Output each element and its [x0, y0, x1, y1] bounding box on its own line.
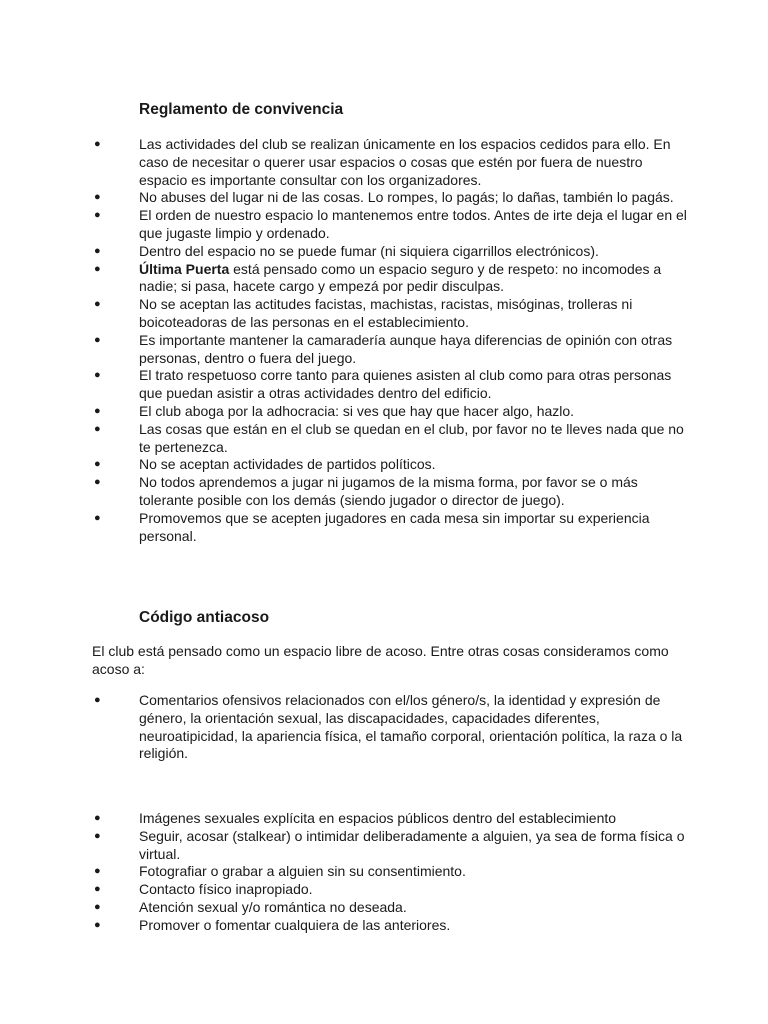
list-item-text: Atención sexual y/o romántica no deseada.: [139, 898, 407, 915]
antiacoso-list-a: [92, 692, 692, 763]
bullet-icon: ●: [94, 900, 101, 913]
list-item-text: El club aboga por la adhocracia: si ves que hay que hacer algo, hazlo.: [139, 402, 575, 419]
list-item: [92, 421, 692, 457]
bullet-icon: ●: [94, 333, 101, 346]
list-item-text: Promovemos que se acepten jugadores en cada mesa sin importar su experiencia personal.: [139, 509, 650, 544]
list-item: [92, 863, 692, 881]
bullet-icon: ●: [94, 812, 101, 824]
list-item: [92, 296, 692, 332]
list-item: [92, 474, 692, 510]
bullet-icon: ●: [94, 138, 101, 150]
bullet-icon: ●: [94, 918, 101, 931]
bullet-icon: ●: [94, 511, 101, 524]
bullet-icon: ●: [94, 262, 101, 275]
list-item: [92, 917, 692, 935]
list-item-text: El trato respetuoso corre tanto para quienes asisten al club como para otras personas que puedan asistir a otras actividades dentro del edificio.: [139, 367, 672, 402]
list-item: [92, 207, 692, 243]
list-item: [92, 899, 692, 917]
bullet-icon: ●: [94, 829, 101, 842]
list-item: [92, 403, 692, 421]
list-item-text: Las actividades del club se realizan únicamente en los espacios cedidos para ello. En caso de necesitar o querer usar espacios o cosas que estén por fuera de nuestro espacio es importante consultar con los organizadores.: [139, 136, 671, 188]
bullet-icon: ●: [94, 694, 101, 706]
list-item: [92, 828, 692, 864]
list-item: [92, 332, 692, 368]
bullet-icon: ●: [94, 883, 101, 896]
list-item-text: está pensado como un espacio seguro y de respeto: no incomodes a nadie; si pasa, hacete cargo y empezá por pedir disculpas.: [139, 260, 662, 295]
list-item-text: No todos aprendemos a jugar ni jugamos de la misma forma, por favor se o más tolerante posible con los demás (siendo jugador o director de juego).: [139, 474, 638, 508]
bullet-icon: ●: [94, 422, 101, 435]
list-item-text: No se aceptan las actitudes facistas, machistas, racistas, misóginas, trolleras ni boicoteadoras de las personas en el establecimiento.: [139, 296, 633, 330]
club-name: Última Puerta: [139, 260, 230, 277]
list-item: [92, 136, 692, 189]
list-item: [92, 261, 692, 297]
list-item: [92, 367, 692, 403]
bullet-icon: ●: [94, 191, 101, 204]
bullet-icon: ●: [94, 369, 101, 382]
list-item: [92, 810, 692, 828]
list-item: [92, 456, 692, 474]
list-item-text: Contacto físico inapropiado.: [139, 881, 313, 898]
list-item: [92, 510, 692, 546]
list-item-text: Imágenes sexuales explícita en espacios públicos dentro del establecimiento: [139, 810, 617, 826]
bullet-icon: ●: [94, 458, 101, 471]
bullet-icon: ●: [94, 244, 101, 257]
list-item-text: Promover o fomentar cualquiera de las anteriores.: [139, 916, 451, 933]
antiacoso-intro: El club está pensado como un espacio libre de acoso. Entre otras cosas consideramos como acoso a:: [92, 643, 669, 677]
bullet-icon: ●: [94, 404, 101, 417]
reglamento-list: [92, 136, 692, 545]
list-item: [92, 189, 692, 207]
list-item-text: No se aceptan actividades de partidos políticos.: [139, 456, 436, 473]
list-item-text: Fotografiar o grabar a alguien sin su consentimiento.: [139, 863, 466, 880]
reglamento-heading: Reglamento de convivencia: [139, 101, 344, 118]
list-item: [92, 243, 692, 261]
list-item-text: Dentro del espacio no se puede fumar (ni siquiera cigarrillos electrónicos).: [139, 242, 599, 259]
list-item: [92, 881, 692, 899]
bullet-icon: ●: [94, 865, 101, 878]
list-item-text: No abuses del lugar ni de las cosas. Lo rompes, lo pagás; lo dañas, también lo pagás.: [139, 189, 674, 206]
bullet-icon: ●: [94, 476, 101, 489]
bullet-icon: ●: [94, 209, 101, 222]
list-item-text: Seguir, acosar (stalkear) o intimidar deliberadamente a alguien, ya sea de forma física o virtual.: [139, 827, 685, 862]
list-item-text: Comentarios ofensivos relacionados con el/los género/s, la identidad y expresión de género, la orientación sexual, las discapacidades, capacidades diferentes, neuroatipicidad, la apariencia física, el tamaño corporal, orientación política, la raza o la religión.: [139, 692, 683, 762]
list-item: [92, 692, 692, 763]
bullet-icon: ●: [94, 298, 101, 311]
list-item-text: Es importante mantener la camaradería aunque haya diferencias de opinión con otras personas, dentro o fuera del juego.: [139, 331, 673, 366]
antiacoso-list-b: [92, 810, 692, 935]
list-item-text: El orden de nuestro espacio lo mantenemos entre todos. Antes de irte deja el lugar en el que jugaste limpio y ordenado.: [139, 207, 687, 241]
antiacoso-heading: Código antiacoso: [139, 609, 270, 626]
list-item-text: Las cosas que están en el club se quedan en el club, por favor no te lleves nada que no te pertenezca.: [139, 420, 684, 455]
